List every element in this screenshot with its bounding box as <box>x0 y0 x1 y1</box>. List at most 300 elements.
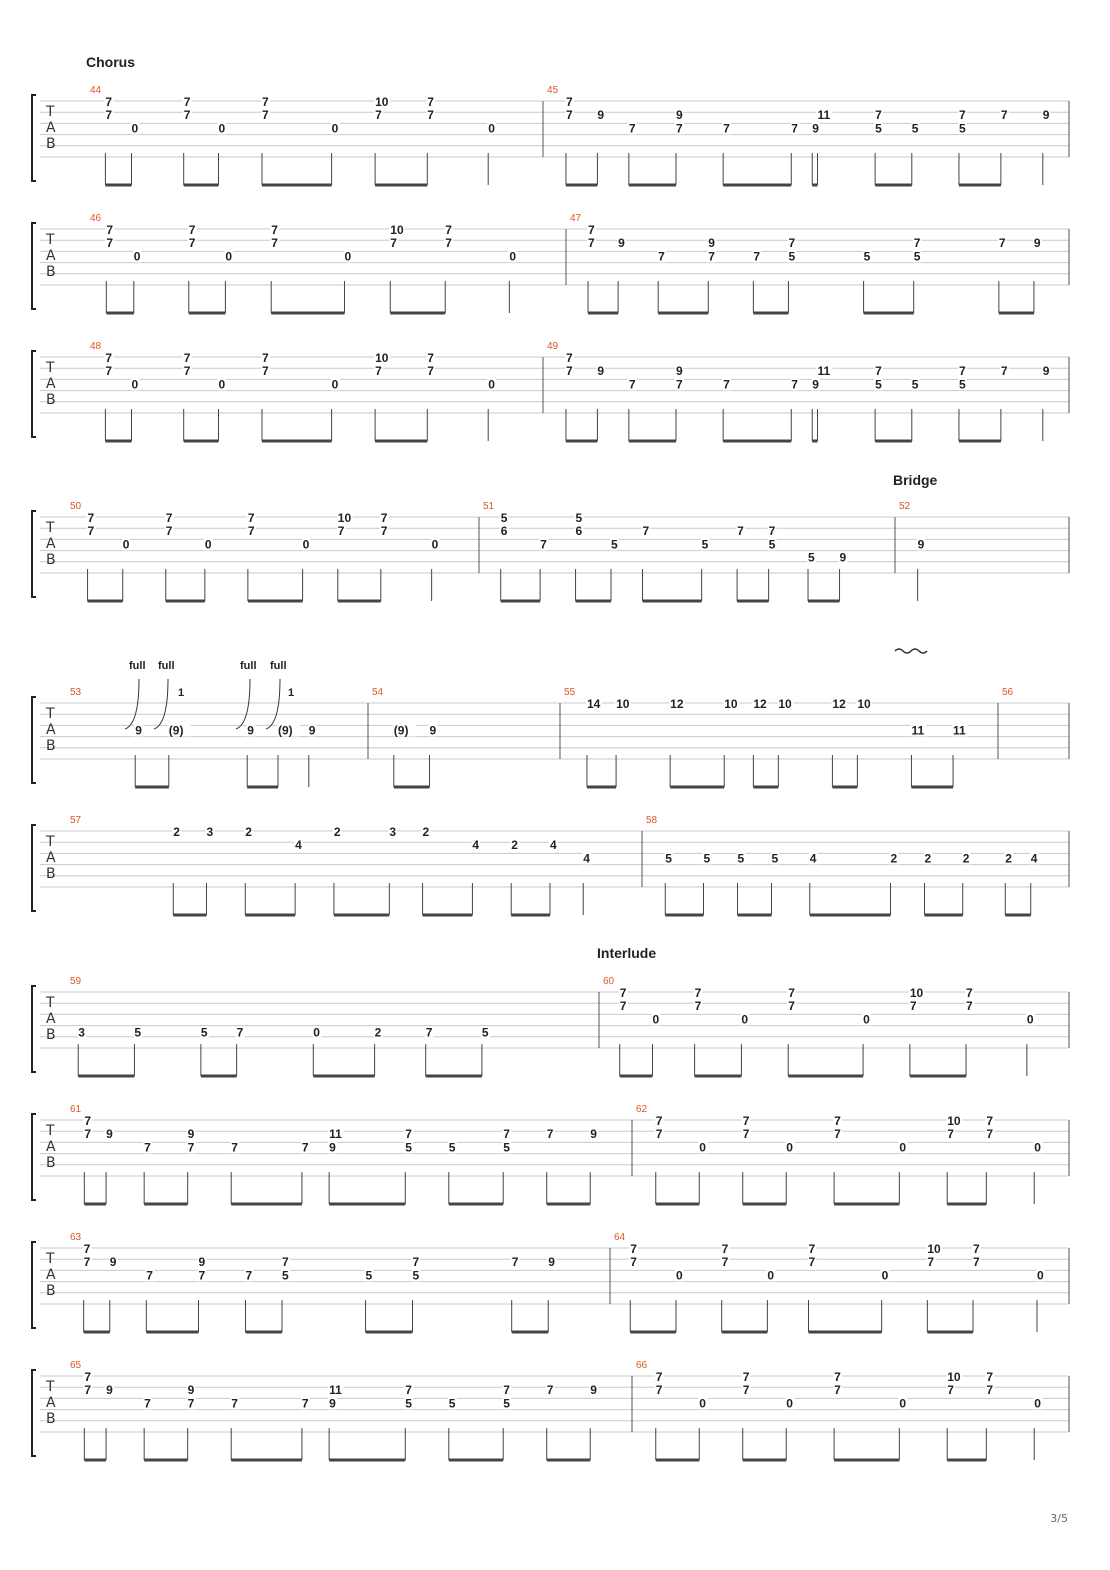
fret-number: 7 <box>737 524 744 539</box>
fret-number: 2 <box>1005 851 1012 866</box>
tab-clef-t: T <box>46 104 55 120</box>
fret-number: 7 <box>723 121 730 136</box>
fret-number: 7 <box>262 108 269 123</box>
fret-number: 0 <box>218 121 226 136</box>
fret-number: 7 <box>958 364 966 379</box>
fret-number: 5 <box>448 1396 456 1411</box>
fret-number: 9 <box>590 1383 597 1398</box>
measure-number: 46 <box>90 213 102 224</box>
fret-number: 0 <box>509 249 517 264</box>
tab-clef-a: A <box>46 1139 56 1155</box>
fret-number: 7 <box>588 236 595 251</box>
fret-number: 7 <box>83 1255 91 1270</box>
fret-number: 7 <box>788 986 795 1000</box>
fret-number: 5 <box>911 121 919 136</box>
fret-number: 4 <box>549 838 557 853</box>
tab-clef-a: A <box>46 248 56 264</box>
fret-number: 0 <box>899 1396 907 1411</box>
tab-clef-a: A <box>46 722 56 738</box>
fret-number: 7 <box>742 1383 750 1398</box>
tab-clef-a: A <box>46 1267 56 1283</box>
fret-number: 7 <box>188 223 196 237</box>
fret-number: 7 <box>619 986 627 1000</box>
fret-number: 7 <box>183 364 191 379</box>
fret-number: 2 <box>374 1025 382 1040</box>
tab-clef-a: A <box>46 1395 56 1411</box>
fret-number: 7 <box>565 351 573 365</box>
fret-number: 7 <box>788 999 795 1014</box>
fret-number: 7 <box>301 1396 309 1411</box>
fret-number: 12 <box>832 697 846 711</box>
fret-number: 7 <box>676 377 683 392</box>
fret-number: 7 <box>628 377 636 392</box>
fret-number: 7 <box>540 537 547 552</box>
fret-number: 5 <box>481 1025 489 1040</box>
bend-label-release: 1 <box>288 687 295 699</box>
fret-number: 7 <box>247 511 255 525</box>
fret-number: 7 <box>427 364 434 379</box>
fret-number: 7 <box>958 108 966 123</box>
system-bracket <box>32 351 36 437</box>
fret-number: 10 <box>947 1370 961 1384</box>
bend-arrow <box>236 679 250 729</box>
fret-number: 7 <box>788 236 796 251</box>
fret-number: 14 <box>586 697 601 711</box>
fret-number: 5 <box>405 1396 412 1411</box>
fret-number: 7 <box>282 1255 289 1270</box>
fret-number: 0 <box>786 1140 793 1155</box>
fret-number: 7 <box>165 511 173 525</box>
fret-number: 5 <box>665 851 672 866</box>
fret-number: 5 <box>500 511 508 525</box>
fret-number: 7 <box>271 223 278 237</box>
tab-clef-t: T <box>46 1379 55 1395</box>
fret-number: 10 <box>857 697 871 711</box>
tab-clef-a: A <box>46 536 56 552</box>
fret-number: 0 <box>331 377 339 392</box>
fret-number: 7 <box>947 1127 954 1142</box>
fret-number: 7 <box>630 1255 637 1270</box>
fret-number: 0 <box>488 121 495 136</box>
fret-number: 11 <box>817 108 831 123</box>
fret-number: 7 <box>721 1255 729 1270</box>
fret-number: 7 <box>628 121 636 136</box>
fret-number: 9 <box>429 723 437 738</box>
fret-number: 5 <box>503 1396 510 1411</box>
fret-number: 3 <box>206 825 214 839</box>
tab-clef-t: T <box>46 706 55 722</box>
fret-number: 7 <box>588 223 595 237</box>
fret-number: 0 <box>675 1268 683 1283</box>
measure-number: 64 <box>614 1232 626 1243</box>
measure-number: 48 <box>90 341 102 352</box>
measure-number: 52 <box>899 501 911 512</box>
fret-number: 10 <box>909 986 924 1000</box>
fret-number: 9 <box>106 1127 113 1142</box>
fret-number: 0 <box>313 1025 320 1040</box>
fret-number: 7 <box>998 236 1006 251</box>
fret-number: 0 <box>131 377 139 392</box>
fret-number: 0 <box>1034 1396 1041 1411</box>
system-bracket <box>32 1114 36 1200</box>
tab-clef-b: B <box>46 552 56 568</box>
fret-number: 0 <box>225 249 233 264</box>
fret-number: 7 <box>655 1114 663 1128</box>
fret-number: 9 <box>812 377 819 392</box>
fret-number: 4 <box>472 838 480 853</box>
fret-number: 7 <box>198 1268 206 1283</box>
fret-number: 9 <box>187 1127 195 1142</box>
measure-number: 44 <box>90 85 102 96</box>
fret-number: 0 <box>881 1268 889 1283</box>
fret-number: 7 <box>503 1127 510 1142</box>
fret-number: 7 <box>445 236 452 251</box>
fret-number: 7 <box>380 524 388 539</box>
tab-clef-t: T <box>46 520 55 536</box>
fret-number: 7 <box>973 1255 980 1270</box>
fret-number: 7 <box>245 1268 253 1283</box>
fret-number: 4 <box>295 838 302 853</box>
fret-number: 7 <box>445 223 452 237</box>
fret-number: 2 <box>890 851 898 866</box>
fret-number: 0 <box>767 1268 775 1283</box>
fret-number: 7 <box>546 1383 554 1398</box>
fret-number: 0 <box>1034 1140 1041 1155</box>
fret-number: 7 <box>619 999 627 1014</box>
fret-number: 7 <box>183 108 191 123</box>
measure-number: 51 <box>483 501 495 512</box>
tab-clef-t: T <box>46 834 55 850</box>
fret-number: 0 <box>133 249 141 264</box>
fret-number: 7 <box>694 999 702 1014</box>
fret-number: 0 <box>1037 1268 1044 1283</box>
fret-number: 7 <box>655 1370 663 1384</box>
system-bracket <box>32 223 36 309</box>
tab-clef-b: B <box>46 136 56 152</box>
fret-number: 10 <box>390 223 404 237</box>
fret-number: 9 <box>329 1140 336 1155</box>
fret-number: 9 <box>839 550 847 565</box>
fret-number: 4 <box>583 851 590 866</box>
fret-number: 7 <box>947 1383 954 1398</box>
fret-number: 7 <box>380 511 388 525</box>
fret-number: 0 <box>699 1396 706 1411</box>
fret-number: 7 <box>106 236 114 251</box>
tab-clef-a: A <box>46 850 56 866</box>
fret-number: 7 <box>187 1140 195 1155</box>
tab-clef-b: B <box>46 738 56 754</box>
tab-clef-b: B <box>46 1155 56 1171</box>
fret-number: 6 <box>500 524 508 539</box>
fret-number: (9) <box>168 723 184 738</box>
fret-number: 0 <box>786 1396 793 1411</box>
fret-number: 10 <box>616 697 630 711</box>
section-label-bridge: Bridge <box>893 472 938 488</box>
fret-number: 0 <box>431 537 439 552</box>
tab-clef-t: T <box>46 232 55 248</box>
fret-number: 10 <box>927 1242 941 1256</box>
bend-label-full: full <box>129 660 146 672</box>
fret-number: 7 <box>742 1370 750 1384</box>
fret-number: 9 <box>109 1255 117 1270</box>
fret-number: 9 <box>812 121 819 136</box>
fret-number: 7 <box>425 1025 433 1040</box>
fret-number: 9 <box>708 236 715 251</box>
fret-number: 7 <box>262 364 269 379</box>
fret-number: 7 <box>721 1242 729 1256</box>
fret-number: 9 <box>676 364 683 379</box>
fret-number: 5 <box>911 377 919 392</box>
measure-number: 59 <box>70 976 82 987</box>
fret-number: 7 <box>247 524 255 539</box>
bend-arrow <box>266 679 280 729</box>
fret-number: 7 <box>412 1255 420 1270</box>
fret-number: 2 <box>924 851 932 866</box>
fret-number: 2 <box>245 825 252 839</box>
measure-number: 57 <box>70 815 82 826</box>
fret-number: 7 <box>84 1114 92 1128</box>
fret-number: 7 <box>658 249 665 264</box>
fret-number: 7 <box>301 1140 309 1155</box>
fret-number: 0 <box>122 537 130 552</box>
fret-number: 5 <box>875 121 882 136</box>
fret-number: 7 <box>188 236 196 251</box>
fret-number: 0 <box>1026 1012 1034 1027</box>
section-label-chorus: Chorus <box>86 54 135 70</box>
fret-number: 5 <box>958 377 966 392</box>
fret-number: 5 <box>412 1268 420 1283</box>
measure-number: 50 <box>70 501 82 512</box>
fret-number: 5 <box>703 851 711 866</box>
fret-number: 7 <box>565 364 573 379</box>
fret-number: 7 <box>768 524 776 539</box>
fret-number: 7 <box>84 1383 92 1398</box>
fret-number: 11 <box>817 364 831 379</box>
fret-number: 7 <box>909 999 917 1014</box>
fret-number: 7 <box>808 1255 816 1270</box>
fret-number: 5 <box>282 1268 289 1283</box>
fret-number: 7 <box>875 364 882 379</box>
fret-number: 10 <box>947 1114 961 1128</box>
fret-number: (9) <box>278 723 293 738</box>
fret-number: 7 <box>834 1127 841 1142</box>
fret-number: 0 <box>344 249 352 264</box>
fret-number: 7 <box>503 1383 510 1398</box>
fret-number: 11 <box>329 1383 342 1398</box>
fret-number: 11 <box>953 723 966 738</box>
fret-number: 7 <box>405 1127 412 1142</box>
fret-number: 7 <box>262 95 269 109</box>
fret-number: 7 <box>1000 364 1008 379</box>
fret-number: 7 <box>655 1127 663 1142</box>
tab-clef-t: T <box>46 1251 55 1267</box>
fret-number: 7 <box>986 1114 994 1128</box>
fret-number: 5 <box>448 1140 456 1155</box>
fret-number: 0 <box>899 1140 907 1155</box>
fret-number: 7 <box>986 1383 994 1398</box>
fret-number: 7 <box>642 524 650 539</box>
system-bracket <box>32 986 36 1072</box>
fret-number: 5 <box>958 121 966 136</box>
fret-number: 7 <box>834 1383 841 1398</box>
fret-number: 0 <box>204 537 212 552</box>
fret-number: 9 <box>308 723 316 738</box>
system-bracket <box>32 1242 36 1328</box>
fret-number: 7 <box>271 236 278 251</box>
measure-number: 62 <box>636 1104 648 1115</box>
fret-number: 7 <box>694 986 702 1000</box>
fret-number: 9 <box>187 1383 195 1398</box>
fret-number: 10 <box>778 697 792 711</box>
system-bracket <box>32 1370 36 1456</box>
fret-number: 9 <box>676 108 683 123</box>
tab-clef-b: B <box>46 1283 56 1299</box>
fret-number: 5 <box>405 1140 412 1155</box>
measure-number: 55 <box>564 687 576 698</box>
fret-number: 0 <box>302 537 310 552</box>
fret-number: 7 <box>791 121 798 136</box>
fret-number: 7 <box>183 95 191 109</box>
fret-number: 7 <box>966 986 973 1000</box>
tab-clef-b: B <box>46 1411 56 1427</box>
fret-number: 2 <box>173 825 180 839</box>
fret-number: 7 <box>146 1268 153 1283</box>
measure-number: 47 <box>570 213 582 224</box>
bend-arrow <box>154 679 168 729</box>
tab-clef-b: B <box>46 392 56 408</box>
fret-number: 7 <box>966 999 973 1014</box>
fret-number: 5 <box>808 550 815 565</box>
fret-number: 7 <box>165 524 173 539</box>
fret-number: 7 <box>676 121 683 136</box>
measure-number: 49 <box>547 341 559 352</box>
fret-number: 7 <box>405 1383 412 1398</box>
fret-number: 7 <box>742 1114 750 1128</box>
fret-number: 7 <box>427 351 434 365</box>
fret-number: 2 <box>511 838 518 853</box>
bend-label-full: full <box>270 660 287 672</box>
fret-number: 5 <box>737 851 745 866</box>
fret-number: 7 <box>87 511 95 525</box>
measure-number: 61 <box>70 1104 82 1115</box>
fret-number: 7 <box>511 1255 519 1270</box>
fret-number: 10 <box>337 511 352 525</box>
fret-number: 9 <box>135 723 142 738</box>
tab-clef-a: A <box>46 376 56 392</box>
fret-number: 5 <box>768 537 776 552</box>
fret-number: 7 <box>262 351 269 365</box>
fret-number: 2 <box>422 825 430 839</box>
measure-number: 45 <box>547 85 559 96</box>
fret-number: 9 <box>548 1255 555 1270</box>
fret-number: 7 <box>84 1370 92 1384</box>
fret-number: 9 <box>106 1383 113 1398</box>
fret-number: 5 <box>200 1025 208 1040</box>
fret-number: 11 <box>329 1127 342 1142</box>
fret-number: 7 <box>630 1242 637 1256</box>
fret-number: 7 <box>144 1140 151 1155</box>
bend-label-full: full <box>240 660 257 672</box>
fret-number: 9 <box>597 108 605 123</box>
fret-number: 0 <box>131 121 139 136</box>
fret-number: 7 <box>546 1127 554 1142</box>
fret-number: 10 <box>724 697 738 711</box>
fret-number: 4 <box>809 851 817 866</box>
system-bracket <box>32 697 36 783</box>
tab-clef-t: T <box>46 995 55 1011</box>
fret-number: 7 <box>427 95 434 109</box>
tab-clef-a: A <box>46 120 56 136</box>
fret-number: 10 <box>375 95 389 109</box>
fret-number: 3 <box>78 1025 85 1040</box>
fret-number: 0 <box>699 1140 706 1155</box>
fret-number: 7 <box>87 524 95 539</box>
fret-number: 9 <box>247 723 254 738</box>
system-bracket <box>32 95 36 181</box>
fret-number: 7 <box>708 249 715 264</box>
fret-number: 7 <box>875 108 882 123</box>
tab-clef-t: T <box>46 360 55 376</box>
system-bracket <box>32 511 36 597</box>
fret-number: 5 <box>365 1268 373 1283</box>
fret-number: 7 <box>565 95 573 109</box>
fret-number: 9 <box>198 1255 206 1270</box>
fret-number: 5 <box>913 249 921 264</box>
measure-number: 58 <box>646 815 658 826</box>
fret-number: 9 <box>590 1127 597 1142</box>
fret-number: 0 <box>741 1012 749 1027</box>
fret-number: 7 <box>183 351 191 365</box>
measure-number: 63 <box>70 1232 82 1243</box>
fret-number: 7 <box>375 108 382 123</box>
fret-number: 7 <box>723 377 730 392</box>
fret-number: 9 <box>1042 108 1050 123</box>
fret-number: 11 <box>911 723 925 738</box>
fret-number: 7 <box>565 108 573 123</box>
fret-number: 7 <box>973 1242 980 1256</box>
fret-number: 7 <box>427 108 434 123</box>
fret-number: 0 <box>218 377 226 392</box>
system-bracket <box>32 825 36 911</box>
fret-number: 7 <box>231 1140 238 1155</box>
fret-number: 7 <box>834 1370 841 1384</box>
measure-number: 53 <box>70 687 82 698</box>
bend-label-full: full <box>158 660 175 672</box>
fret-number: (9) <box>393 723 409 738</box>
fret-number: 12 <box>753 697 767 711</box>
fret-number: 7 <box>927 1255 935 1270</box>
fret-number: 7 <box>106 223 114 237</box>
fret-number: 5 <box>771 851 779 866</box>
fret-number: 7 <box>1000 108 1008 123</box>
fret-number: 5 <box>134 1025 142 1040</box>
measure-number: 56 <box>1002 687 1014 698</box>
fret-number: 5 <box>503 1140 510 1155</box>
fret-number: 9 <box>917 537 925 552</box>
fret-number: 7 <box>187 1396 195 1411</box>
fret-number: 0 <box>652 1012 660 1027</box>
fret-number: 7 <box>105 351 113 365</box>
fret-number: 7 <box>913 236 921 251</box>
bend-arrow <box>125 679 139 729</box>
fret-number: 0 <box>863 1012 870 1027</box>
tab-clef-b: B <box>46 866 56 882</box>
tab-clef-b: B <box>46 264 56 280</box>
measure-number: 66 <box>636 1360 648 1371</box>
fret-number: 7 <box>375 364 382 379</box>
fret-number: 3 <box>389 825 397 839</box>
fret-number: 5 <box>875 377 882 392</box>
